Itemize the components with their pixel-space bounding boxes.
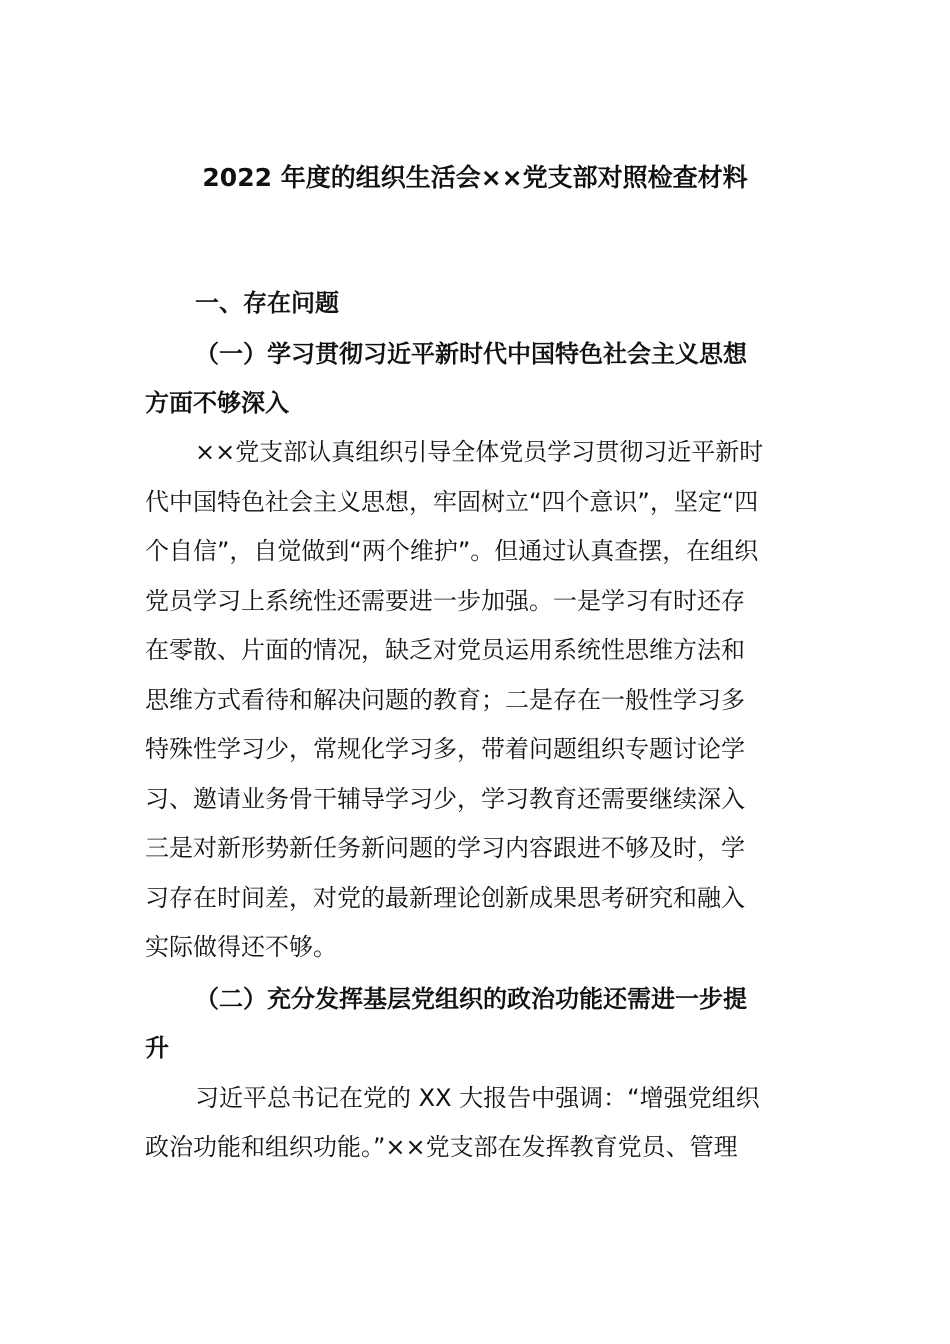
paragraph-line: 代中国特色社会主义思想，牢固树立“四个意识”，坚定“四 <box>145 488 759 516</box>
paragraph-line: 实际做得还不够。 <box>145 933 337 961</box>
paragraph-line: 特殊性学习少，常规化学习多，带着问题组织专题讨论学 <box>145 735 745 763</box>
paragraph-line: 习存在时间差，对党的最新理论创新成果思考研究和融入 <box>145 884 745 912</box>
document-title: 2022 年度的组织生活会××党支部对照检查材料 <box>202 163 748 192</box>
paragraph-line: 习近平总书记在党的 XX 大报告中强调：“增强党组织 <box>195 1084 760 1112</box>
paragraph-line: 思维方式看待和解决问题的教育；二是存在一般性学习多 <box>145 686 745 714</box>
subsection-heading-line: 方面不够深入 <box>145 389 289 417</box>
section-heading: 一、存在问题 <box>195 289 339 317</box>
paragraph-line: 个自信”，自觉做到“两个维护”。但通过认真查摆，在组织 <box>145 537 759 565</box>
paragraph-line: 习、邀请业务骨干辅导学习少，学习教育还需要继续深入 <box>145 785 745 813</box>
paragraph-line: 党员学习上系统性还需要进一步加强。一是学习有时还存 <box>145 587 745 615</box>
paragraph-line: 三是对新形势新任务新问题的学习内容跟进不够及时，学 <box>145 834 745 862</box>
subsection-heading-line: （一）学习贯彻习近平新时代中国特色社会主义思想 <box>195 340 747 368</box>
paragraph-line: 在零散、片面的情况，缺乏对党员运用系统性思维方法和 <box>145 636 745 664</box>
subsection-heading-line: （二）充分发挥基层党组织的政治功能还需进一步提 <box>195 985 747 1013</box>
paragraph-line: ××党支部认真组织引导全体党员学习贯彻习近平新时 <box>195 438 764 466</box>
subsection-heading-line: 升 <box>145 1034 169 1062</box>
paragraph-line: 政治功能和组织功能。”××党支部在发挥教育党员、管理 <box>145 1133 738 1161</box>
